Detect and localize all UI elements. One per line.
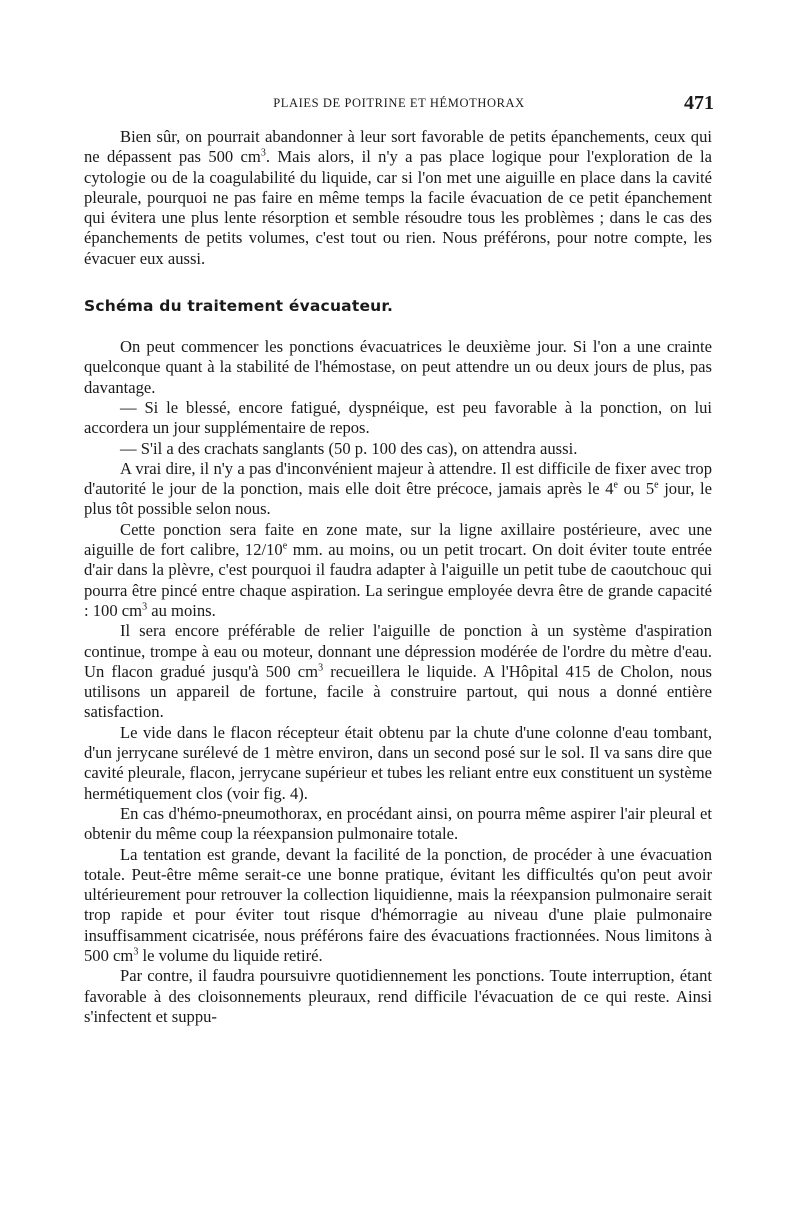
superscript: e — [282, 540, 288, 552]
text-run: La tentation est grande, devant la facilité de la ponction, de procéder à une évacuation totale. Peut-être même serait-ce une bonne pratique, évitant les difficultés qu'on peut avoir ultérieurement pour retrouver la collection liquidienne, mais la réexpansion pulmonaire serait trop rapide et pour éviter tout risque d'hémorragie au niveau d'une plaie pulmonaire insuffisamment cicatrisée, nous préférons faire des évacuations fractionnées. Nous limitons à 500 cm — [84, 844, 712, 965]
superscript: 3 — [260, 147, 266, 159]
superscript: 3 — [318, 662, 324, 674]
running-title: PLAIES DE POITRINE ET HÉMOTHORAX — [273, 96, 525, 110]
superscript: e — [654, 479, 659, 491]
paragraph — [84, 520, 712, 621]
superscript: e — [613, 479, 618, 491]
paragraph — [84, 845, 712, 967]
text-run: mm. au moins, ou un petit trocart. On doit éviter toute entrée d'air dans la plèvre, c'est pourquoi il faudra adapter à l'aiguille un petit tube de caoutchouc qui pourra être pincé entre chaque aspiration. La seringue employée devra être de grande capacité : 100 cm — [84, 540, 712, 620]
text-run: Cette ponction sera faite en zone mate, sur la ligne axillaire postérieure, avec une aiguille de fort calibre, 12/10 — [84, 519, 712, 560]
paragraph — [84, 459, 712, 520]
paragraph: En cas d'hémo-pneumothorax, en procédant ainsi, on pourra même aspirer l'air pleural et obtenir du même coup la réexpansion pulmonaire totale. — [84, 803, 712, 844]
paragraph: Par contre, il faudra poursuivre quotidiennement les ponctions. Toute interruption, étant favorable à des cloisonnements pleuraux, rend difficile l'évacuation de ce qui reste. Ainsi s'infectent et suppu- — [84, 966, 712, 1026]
text-run: le volume du liquide retiré. — [138, 945, 323, 965]
text-run: jour, le plus tôt possible selon nous. — [84, 479, 713, 519]
section-heading: Schéma du traitement évacuateur. — [84, 297, 394, 316]
paragraph: — Si le blessé, encore fatigué, dyspnéique, est peu favorable à la ponction, on lui accordera un jour supplémentaire de repos. — [84, 397, 712, 438]
superscript: 3 — [142, 601, 148, 613]
text-run: A vrai dire, il n'y a pas d'inconvénient majeur à attendre. Il est difficile de fixer avec trop d'autorité le jour de la ponction, mais elle doit être précoce, jamais après le 4 — [84, 458, 712, 499]
superscript: 3 — [133, 946, 139, 958]
paragraph: — S'il a des crachats sanglants (50 p. 100 des cas), on attendra aussi. — [120, 438, 578, 458]
body-text — [84, 127, 712, 1027]
text-run: ou 5 — [617, 479, 655, 499]
text-run: recueillera le liquide. A l'Hôpital 415 de Cholon, nous utilisons un appareil de fortune, facile à construire partout, qui nous a donné entière satisfaction. — [84, 661, 712, 722]
paragraph: On peut commencer les ponctions évacuatrices le deuxième jour. Si l'on a une crainte quelconque quant à la stabilité de l'hémostase, on peut attendre un ou deux jours de plus, pas davantage. — [84, 337, 712, 397]
intro-paragraph — [84, 127, 712, 269]
text-run: . Mais alors, il n'y a pas place logique pour l'exploration de la cytologie ou de la coagulabilité du liquide, car si l'on met une aiguille en place dans la cavité pleurale, pourquoi ne pas faire en même temps la facile évacuation de ce petit épanchement qui évitera une plus lente résorption et semble résoudre tous les problèmes ; dans le cas des épanchements de petits volumes, c'est tout ou rien. Nous préférons, pour notre compte, les évacuer eux aussi. — [84, 147, 712, 268]
paragraph: Le vide dans le flacon récepteur était obtenu par la chute d'une colonne d'eau tombant, d'un jerrycane surélevé de 1 mètre environ, dans un second posé sur le sol. Il va sans dire que cavité pleurale, flacon, jerrycane supérieur et tubes les reliant entre eux constituent un système hermétiquement clos (voir fig. 4). — [84, 722, 713, 803]
paragraph — [84, 621, 712, 722]
text-run: au moins. — [147, 600, 216, 620]
page-number: 471 — [684, 92, 714, 114]
running-header — [84, 92, 714, 118]
text-run: Bien sûr, on pourrait abandonner à leur sort favorable de petits épanchements, ceux qui ne dépassent pas 500 cm — [84, 127, 712, 167]
text-run: Il sera encore préférable de relier l'aiguille de ponction à un système d'aspiration continue, trompe à eau ou moteur, donnant une dépression modérée de l'ordre du mètre d'eau. Un flacon gradué jusqu'à 500 cm — [84, 621, 712, 681]
